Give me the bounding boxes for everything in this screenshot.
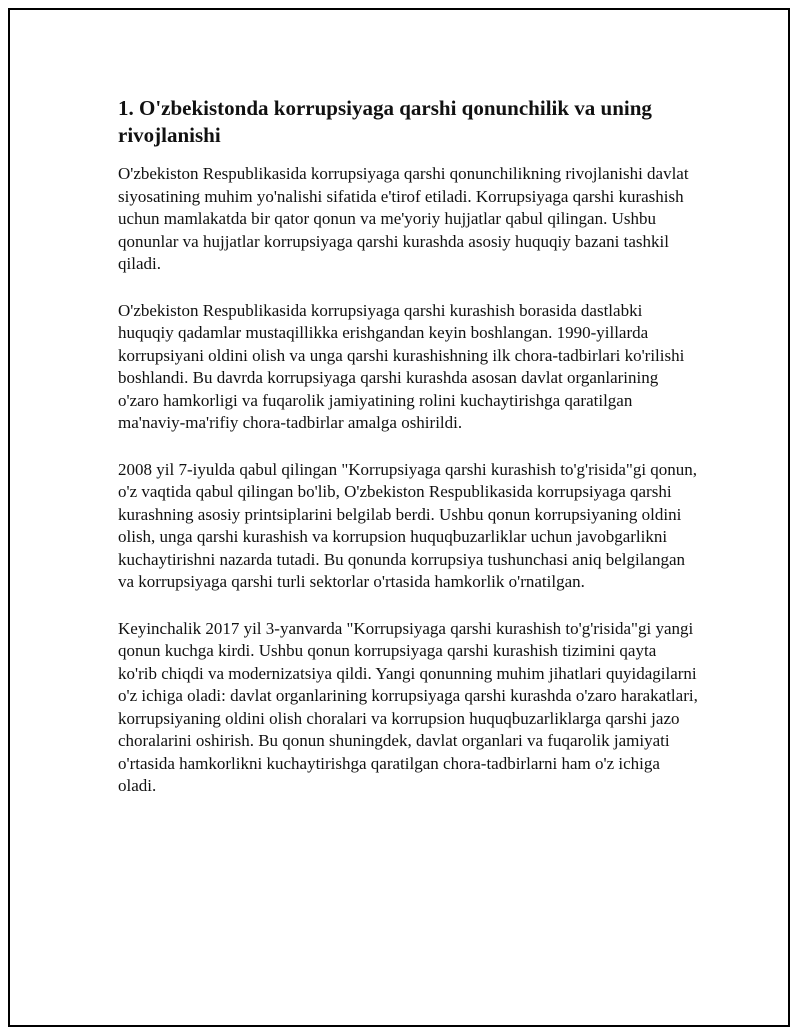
paragraph-intro: O'zbekiston Respublikasida korrupsiyaga qarshi qonunchilikning rivojlanishi davlat siyosatining muhim yo'nalishi sifatida e'tirof etiladi. Korrupsiyaga qarshi kurashish uchun mamlakatda bir qator qonun va me'yoriy hujjatlar qabul qilingan. Ushbu qonunlar va hujjatlar korrupsiyaga qarshi kurashda asosiy huquqiy bazani tashkil qiladi. xyxy=(118,164,689,273)
document-body xyxy=(118,95,698,822)
section-title: 1. O'zbekistonda korrupsiyaga qarshi qonunchilik va uning rivojlanishi xyxy=(118,96,652,147)
page-frame xyxy=(8,8,790,1027)
paragraph-2017-law: Keyinchalik 2017 yil 3-yanvarda "Korrupsiyaga qarshi kurashish to'g'risida"gi yangi qonun kuchga kirdi. Ushbu qonun korrupsiyaga qarshi kurashish tizimini qayta ko'rib chiqdi va modernizatsiya qildi. Yangi qonunning muhim jihatlari quyidagilarni o'z ichiga oladi: davlat organlarining korrupsiyaga qarshi kurashda o'zaro harakatlari, korrupsiyaning oldini olish choralari va korrupsion huquqbuzarliklarga qarshi jazo choralarini oshirish. Bu qonun shuningdek, davlat organlari va fuqarolik jamiyati o'rtasida hamkorlikni kuchaytirishga qaratilgan chora-tadbirlarni ham o'z ichiga oladi. xyxy=(118,618,698,795)
paragraph-2008-law: 2008 yil 7-iyulda qabul qilingan "Korrupsiyaga qarshi kurashish to'g'risida"gi qonun, o'z vaqtida qabul qilingan bo'lib, O'zbekiston Respublikasida korrupsiyaga qarshi kurashning asosiy printsiplarini belgilab berdi. Ushbu qonun korrupsiyaning oldini olish, unga qarshi kurashish va korrupsion huquqbuzarliklar uchun javobgarlikni kuchaytirishni nazarda tutadi. Bu qonunda korrupsiya tushunchasi aniq belgilangan va korrupsiyaga qarshi turli sektorlar o'rtasida hamkorlik o'rnatilgan. xyxy=(118,459,698,591)
paragraph-early-history: O'zbekiston Respublikasida korrupsiyaga qarshi kurashish borasida dastlabki huquqiy qadamlar mustaqillikka erishgandan keyin boshlangan. 1990-yillarda korrupsiyani oldini olish va unga qarshi kurashishning ilk chora-tadbirlari ko'rilishi boshlandi. Bu davrda korrupsiyaga qarshi kurashda asosan davlat organlarining o'zaro hamkorligi va fuqarolik jamiyatining rolini kuchaytirishga qaratilgan ma'naviy-ma'rifiy chora-tadbirlar amalga oshirildi. xyxy=(118,300,685,432)
